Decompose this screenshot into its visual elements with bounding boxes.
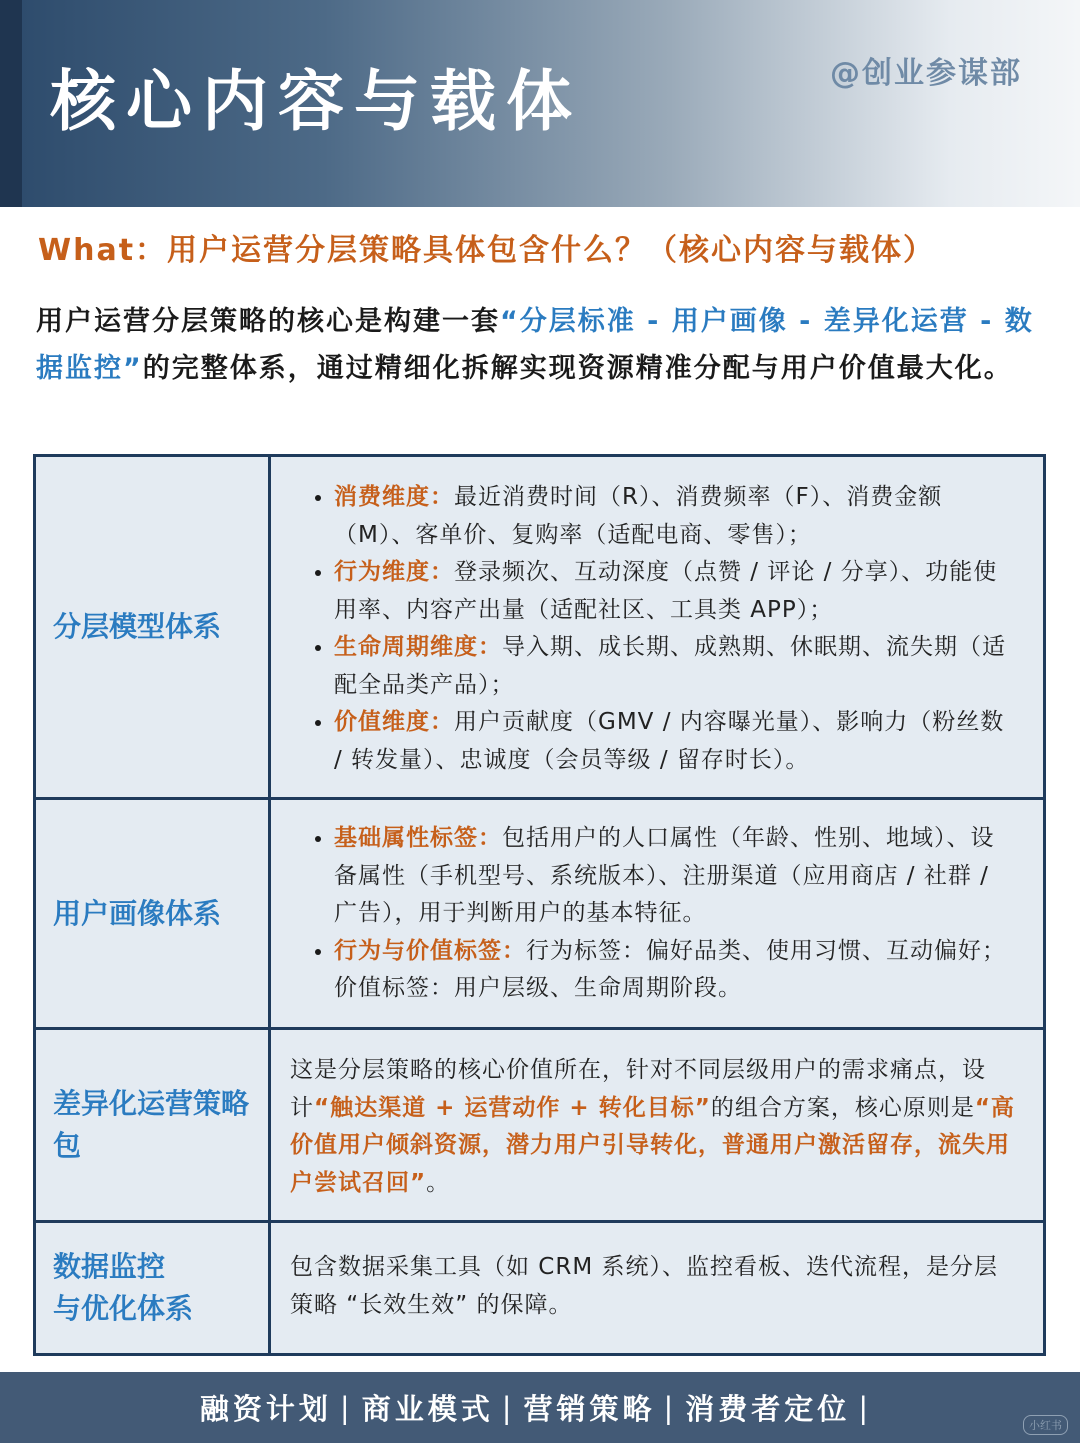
- row-label: 差异化运营策略包: [36, 1030, 271, 1220]
- intro-text-after: 的完整体系，通过精细化拆解实现资源精准分配与用户价值最大化。: [142, 353, 1013, 384]
- row-content: [271, 800, 1043, 1027]
- strategy-highlight-2: “高价值用户倾斜资源，潜力用户引导转化，普通用户激活留存，流失用户尝试召回”: [290, 1094, 1015, 1196]
- item-text: 用户贡献度（GMV / 内容曝光量）、影响力（粉丝数 / 转发量）、忠诚度（会员等级 / 留存时长）。: [334, 709, 1005, 773]
- item-key: 消费维度：: [334, 484, 454, 510]
- footer-item: 融资计划: [199, 1392, 332, 1426]
- list-item: [334, 820, 1015, 933]
- table-row: [36, 457, 1043, 800]
- section-question: What：用户运营分层策略具体包含什么？（核心内容与载体）: [38, 233, 936, 268]
- item-text: 导入期、成长期、成熟期、休眠期、流失期（适配全品类产品）；: [334, 634, 1006, 698]
- footer-item: 消费者定位: [685, 1392, 851, 1426]
- page-title: 核心内容与载体: [50, 63, 582, 140]
- item-key: 行为与价值标签：: [334, 937, 526, 964]
- row-content: [271, 1223, 1043, 1353]
- row-content: [271, 457, 1043, 797]
- footer-separator: |: [339, 1390, 354, 1425]
- intro-highlight: “分层标准 - 用户画像 - 差异化运营 - 数据监控”: [36, 306, 1034, 384]
- author-handle: @创业参谋部: [830, 56, 1022, 91]
- footer-separator: |: [663, 1390, 678, 1425]
- list-item: [334, 554, 1015, 629]
- table-row: [36, 800, 1043, 1030]
- strategy-highlight-1: “触达渠道 + 运营动作 + 转化目标”: [314, 1094, 711, 1121]
- row-label: [36, 1223, 271, 1353]
- list-item: [334, 479, 1015, 554]
- item-key: 生命周期维度：: [334, 634, 502, 660]
- row-label: 分层模型体系: [36, 457, 271, 797]
- table-row: [36, 1030, 1043, 1223]
- monitoring-text: 包含数据采集工具（如 CRM 系统）、监控看板、迭代流程，是分层策略 “长效生效” 的保障。: [290, 1254, 999, 1318]
- strategy-text-1: 这是分层策略的核心价值所在，针对不同层级用户的需求痛点，设计: [290, 1057, 986, 1121]
- item-key: 价值维度：: [334, 709, 454, 735]
- bullet-list: [290, 820, 1015, 1008]
- list-item: [334, 933, 1015, 1008]
- content-table: [33, 454, 1046, 1356]
- row-label: 用户画像体系: [36, 800, 271, 1027]
- list-item: [334, 704, 1015, 779]
- intro-paragraph: [36, 298, 1036, 392]
- strategy-text-3: 。: [426, 1169, 451, 1196]
- footer-separator: |: [858, 1390, 873, 1425]
- table-row: [36, 1223, 1043, 1353]
- row-label-line-2: 与优化体系: [53, 1292, 194, 1325]
- footer-item: 营销策略: [523, 1392, 656, 1426]
- footer-separator: |: [501, 1390, 516, 1425]
- item-key: 行为维度：: [334, 559, 454, 585]
- intro-text-before: 用户运营分层策略的核心是构建一套: [36, 306, 500, 337]
- item-text: 行为标签：偏好品类、使用习惯、互动偏好；价值标签：用户层级、生命周期阶段。: [334, 937, 1006, 1001]
- header-banner: [0, 0, 1080, 207]
- footer-item: 商业模式: [361, 1392, 494, 1426]
- watermark-tag: 小红书: [1023, 1415, 1068, 1435]
- item-text: 最近消费时间（R）、消费频率（F）、消费金额（M）、客单价、复购率（适配电商、零售）；: [334, 484, 943, 548]
- item-text: 包括用户的人口属性（年龄、性别、地域）、设备属性（手机型号、系统版本）、注册渠道（应用商店 / 社群 / 广告），用于判断用户的基本特征。: [334, 825, 995, 926]
- row-content: [271, 1030, 1043, 1220]
- item-text: 登录频次、互动深度（点赞 / 评论 / 分享）、功能使用率、内容产出量（适配社区、工具类 APP）；: [334, 559, 998, 623]
- list-item: [334, 629, 1015, 704]
- header-accent-bar: [0, 0, 22, 207]
- bullet-list: [290, 479, 1015, 779]
- footer-bar: [0, 1372, 1080, 1443]
- item-key: 基础属性标签：: [334, 825, 502, 851]
- row-label-line-1: 数据监控: [53, 1250, 166, 1283]
- strategy-text-2: 的组合方案，核心原则是: [710, 1094, 975, 1121]
